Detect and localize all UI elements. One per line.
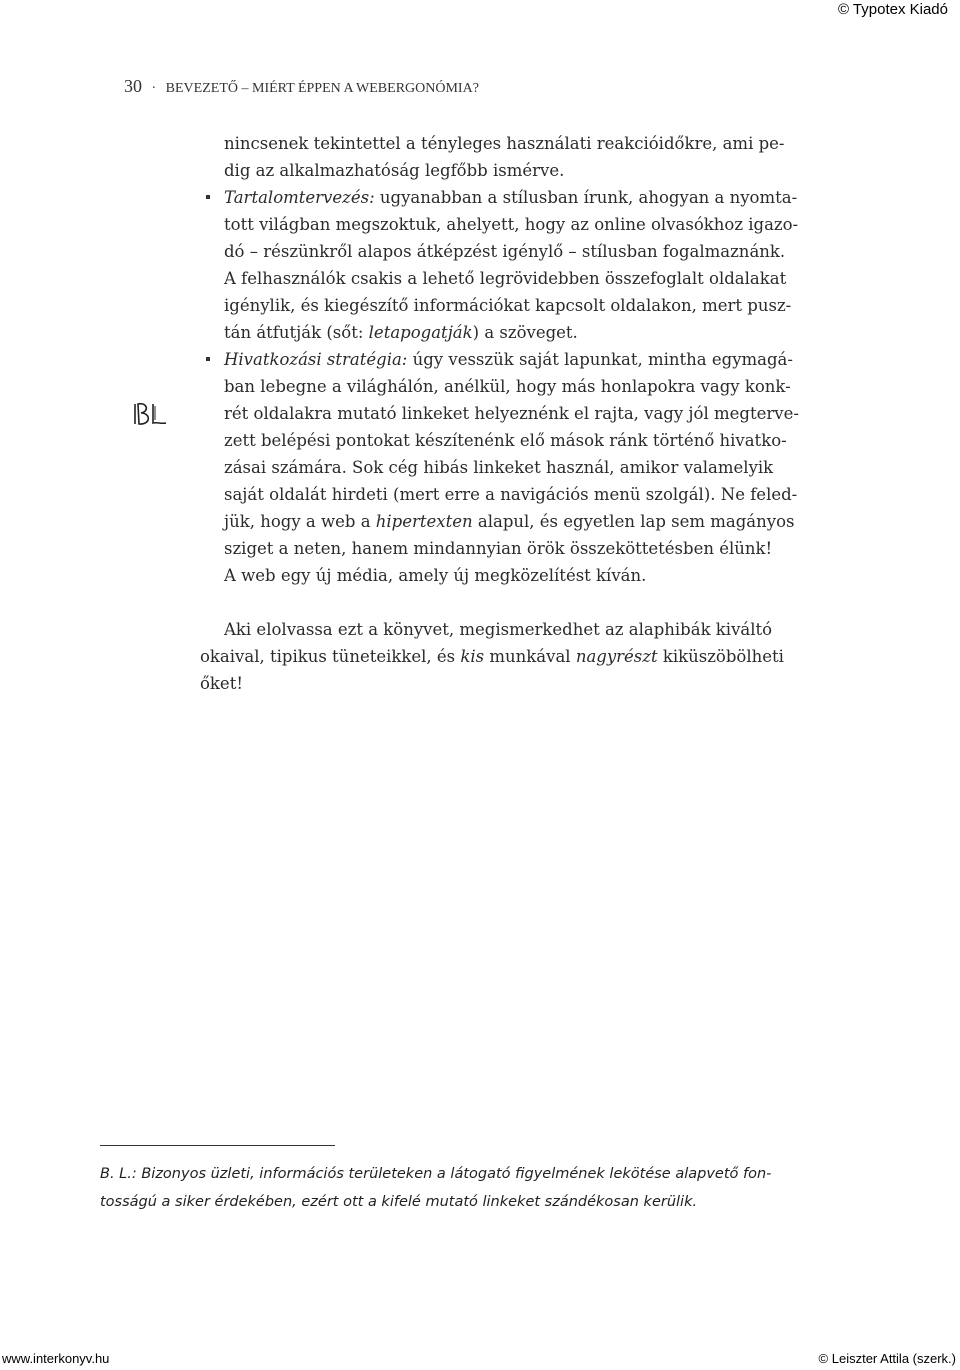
- text-line: tán átfutják (sőt: letapogatják) a szöveget.: [224, 323, 578, 342]
- page-number: 30: [124, 76, 142, 96]
- bullet-icon: [206, 357, 210, 361]
- bullet-term: Hivatkozási stratégia:: [224, 350, 408, 369]
- footnote-line: tosságú a siker érdekében, ezért ott a kifelé mutató linkeket szándékosan kerülik.: [100, 1194, 698, 1210]
- text-line: zett belépési pontokat készítenénk elő mások ránk történő hivatko-: [224, 431, 787, 450]
- closing-paragraph: [200, 616, 868, 697]
- text-line: jük, hogy a web a hipertexten alapul, és egyetlen lap sem magányos: [224, 512, 795, 531]
- footnote: [100, 1160, 800, 1216]
- running-title: BEVEZETŐ – MIÉRT ÉPPEN A WEBERGONÓMIA?: [165, 81, 479, 96]
- text-line: dó – részünkről alapos átképzést igénylő – stílusban fogalmaznánk.: [224, 242, 786, 261]
- text-line: rét oldalakra mutató linkeket helyeznénk el rajta, vagy jól megterve-: [224, 404, 799, 423]
- footer-website: www.interkonyv.hu: [2, 1351, 110, 1366]
- text-line: ban lebegne a világhálón, anélkül, hogy más honlapokra vagy konk-: [224, 377, 791, 396]
- text-line: tott világban megszoktuk, ahelyett, hogy az online olvasókhoz igazo-: [224, 215, 799, 234]
- text-line: zásai számára. Sok cég hibás linkeket használ, amikor valamelyik: [224, 458, 774, 477]
- text-line: saját oldalát hirdeti (mert erre a navigációs menü szolgál). Ne feled-: [224, 485, 798, 504]
- text-line: A felhasználók csakis a lehető legrövidebben összefoglalt oldalakat: [224, 269, 787, 288]
- footnote-divider: [100, 1145, 335, 1146]
- text-line: Aki elolvassa ezt a könyvet, megismerkedhet az alaphibák kiváltó: [224, 620, 773, 639]
- text-line: okaival, tipikus tüneteikkel, és kis munkával nagyrészt kiküszöbölheti: [200, 647, 784, 666]
- text-line: őket!: [200, 674, 243, 693]
- bullet-item-hivatkozasi-strategia: Hivatkozási stratégia: úgy vesszük saját lapunkat, mintha egymagá-: [200, 346, 868, 373]
- footnote-line: B. L.: Bizonyos üzleti, információs területeken a látogató figyelmének lekötése alapvető fon-: [100, 1166, 772, 1182]
- text-line: sziget a neten, hanem mindannyian örök összeköttetésben élünk!: [224, 539, 773, 558]
- publisher-watermark: © Typotex Kiadó: [837, 1, 948, 18]
- text-line: nincsenek tekintettel a tényleges használati reakcióidőkre, ami pe-: [224, 134, 785, 153]
- bullet-icon: [206, 195, 210, 199]
- bullet-term: Tartalomtervezés:: [224, 188, 375, 207]
- bullet-item-tartalomtervezes: Tartalomtervezés: ugyanabban a stílusban írunk, ahogyan a nyomta-: [200, 184, 868, 211]
- text-line: dig az alkalmazhatóság legfőbb ismérve.: [224, 161, 565, 180]
- bl-margin-mark-icon: [132, 400, 168, 428]
- main-text: [200, 130, 868, 589]
- footer-copyright: © Leiszter Attila (szerk.): [818, 1351, 956, 1366]
- separator-dot: ·: [151, 81, 157, 96]
- text-line: A web egy új média, amely új megközelítést kíván.: [224, 566, 647, 585]
- text-line: igénylik, és kiegészítő információkat kapcsolt oldalakon, mert pusz-: [224, 296, 792, 315]
- running-head: [124, 76, 479, 97]
